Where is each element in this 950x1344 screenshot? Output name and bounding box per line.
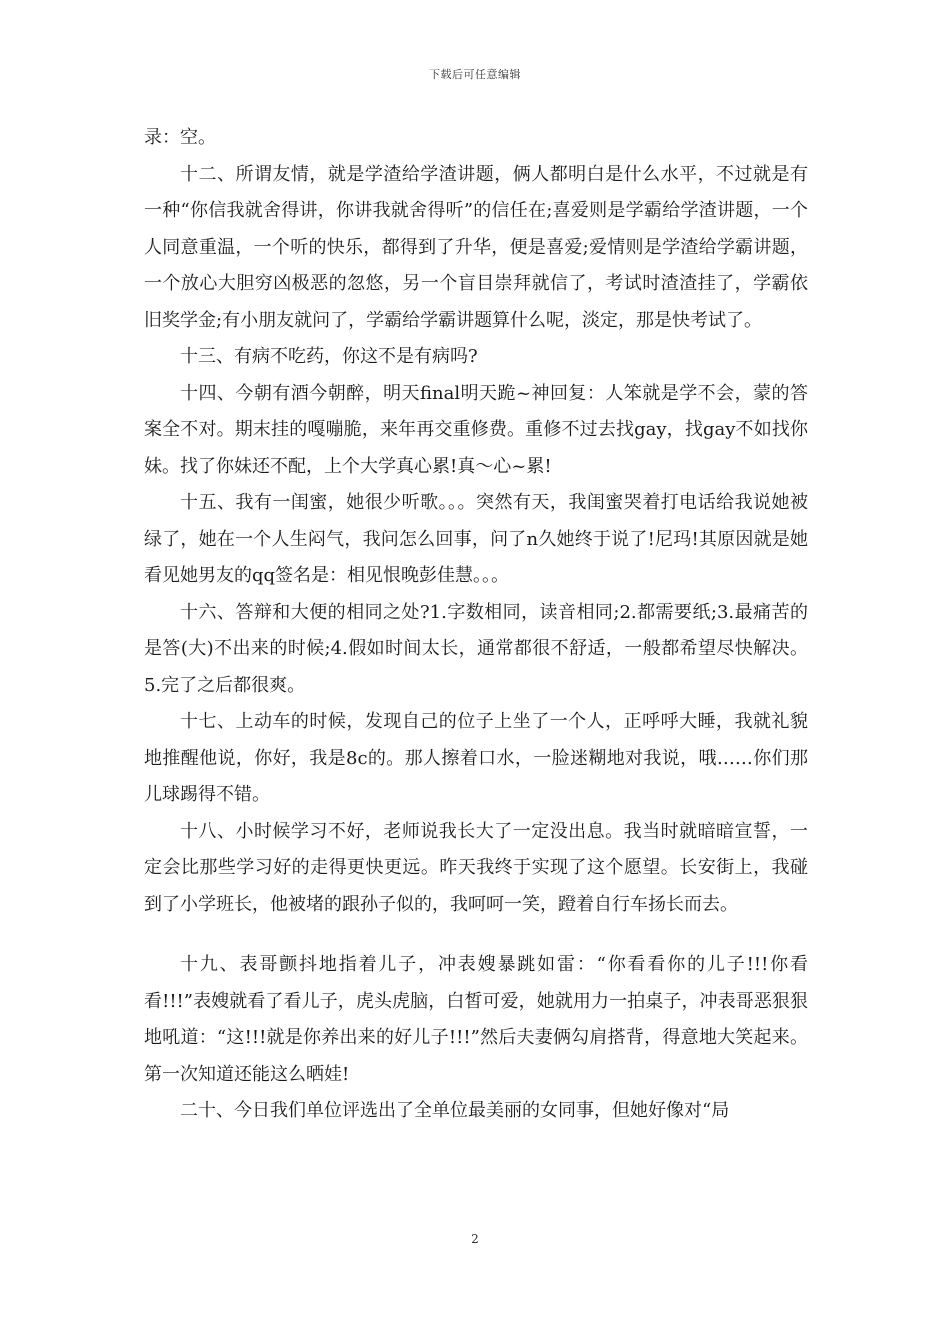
paragraph-12: 十二、所谓友情，就是学渣给学渣讲题，俩人都明白是什么水平，不过就是有一种“你信我就舍得讲，你讲我就舍得听”的信任在;喜爱则是学霸给学渣讲题，一个人同意重温，一个听的快乐，都得到了升华，便是喜爱;爱情则是学渣给学霸讲题，一个放心大胆穷凶极恶的忽悠，另一个盲目崇拜就信了，考试时渣渣挂了，学霸依旧奖学金;有小朋友就问了，学霸给学霸讲题算什么呢，淡定，那是快考试了。: [144, 163, 808, 331]
page-header: 下载后可任意编辑: [429, 68, 521, 81]
paragraph-20: 二十、今日我们单位评选出了全单位最美丽的女同事，但她好像对“局: [180, 1100, 730, 1121]
paragraph-13: 十三、有病不吃药，你这不是有病吗?: [180, 346, 478, 367]
paragraph-15: 十五、我有一闺蜜，她很少听歌。。。突然有天，我闺蜜哭着打电话给我说她被绿了，她在一个人生闷气，我问怎么回事，问了n久她终于说了!尼玛!其原因就是她看见她男友的qq签名是：相见恨晚彭佳慧。。。: [144, 492, 808, 586]
paragraph-18: 十八、小时候学习不好，老师说我长大了一定没出息。我当时就暗暗宣誓，一定会比那些学习好的走得更快更远。昨天我终于实现了这个愿望。长安街上，我碰到了小学班长，他被堵的跟孙子似的，我呵呵一笑，蹬着自行车扬长而去。: [144, 820, 808, 915]
paragraph-continuation: 录：空。: [144, 127, 216, 148]
paragraph-19: 十九、表哥颤抖地指着儿子，冲表嫂暴跳如雷：“你看看你的儿子!!!你看看!!!”表嫂就看了看儿子，虎头虎脑，白皙可爱，她就用力一拍桌子，冲表哥恶狠狠地吼道：“这!!!就是你养出来的好儿子!!!”然后夫妻俩勾肩搭背，得意地大笑起来。第一次知道还能这么晒娃!: [144, 954, 808, 1085]
page-number: 2: [471, 1232, 479, 1246]
paragraph-16: 十六、答辩和大便的相同之处?1.字数相同，读音相同;2.都需要纸;3.最痛苦的是答(大)不出来的时候;4.假如时间太长，通常都很不舒适，一般都希望尽快解决。5.完了之后都很爽。: [144, 601, 808, 696]
paragraph-14: 十四、今朝有酒今朝醉，明天final明天跪~神回复：人笨就是学不会，蒙的答案全不对。期末挂的嘎嘣脆，来年再交重修费。重修不过去找gay，找gay不如找你妹。找了你妹还不配，上个大学真心累!真～心~累!: [144, 382, 808, 477]
paragraph-17: 十七、上动车的时候，发现自己的位子上坐了一个人，正呼呼大睡，我就礼貌地推醒他说，你好，我是8c的。那人擦着口水，一脸迷糊地对我说，哦……你们那儿球踢得不错。: [144, 711, 808, 805]
document-body: [144, 120, 808, 1130]
